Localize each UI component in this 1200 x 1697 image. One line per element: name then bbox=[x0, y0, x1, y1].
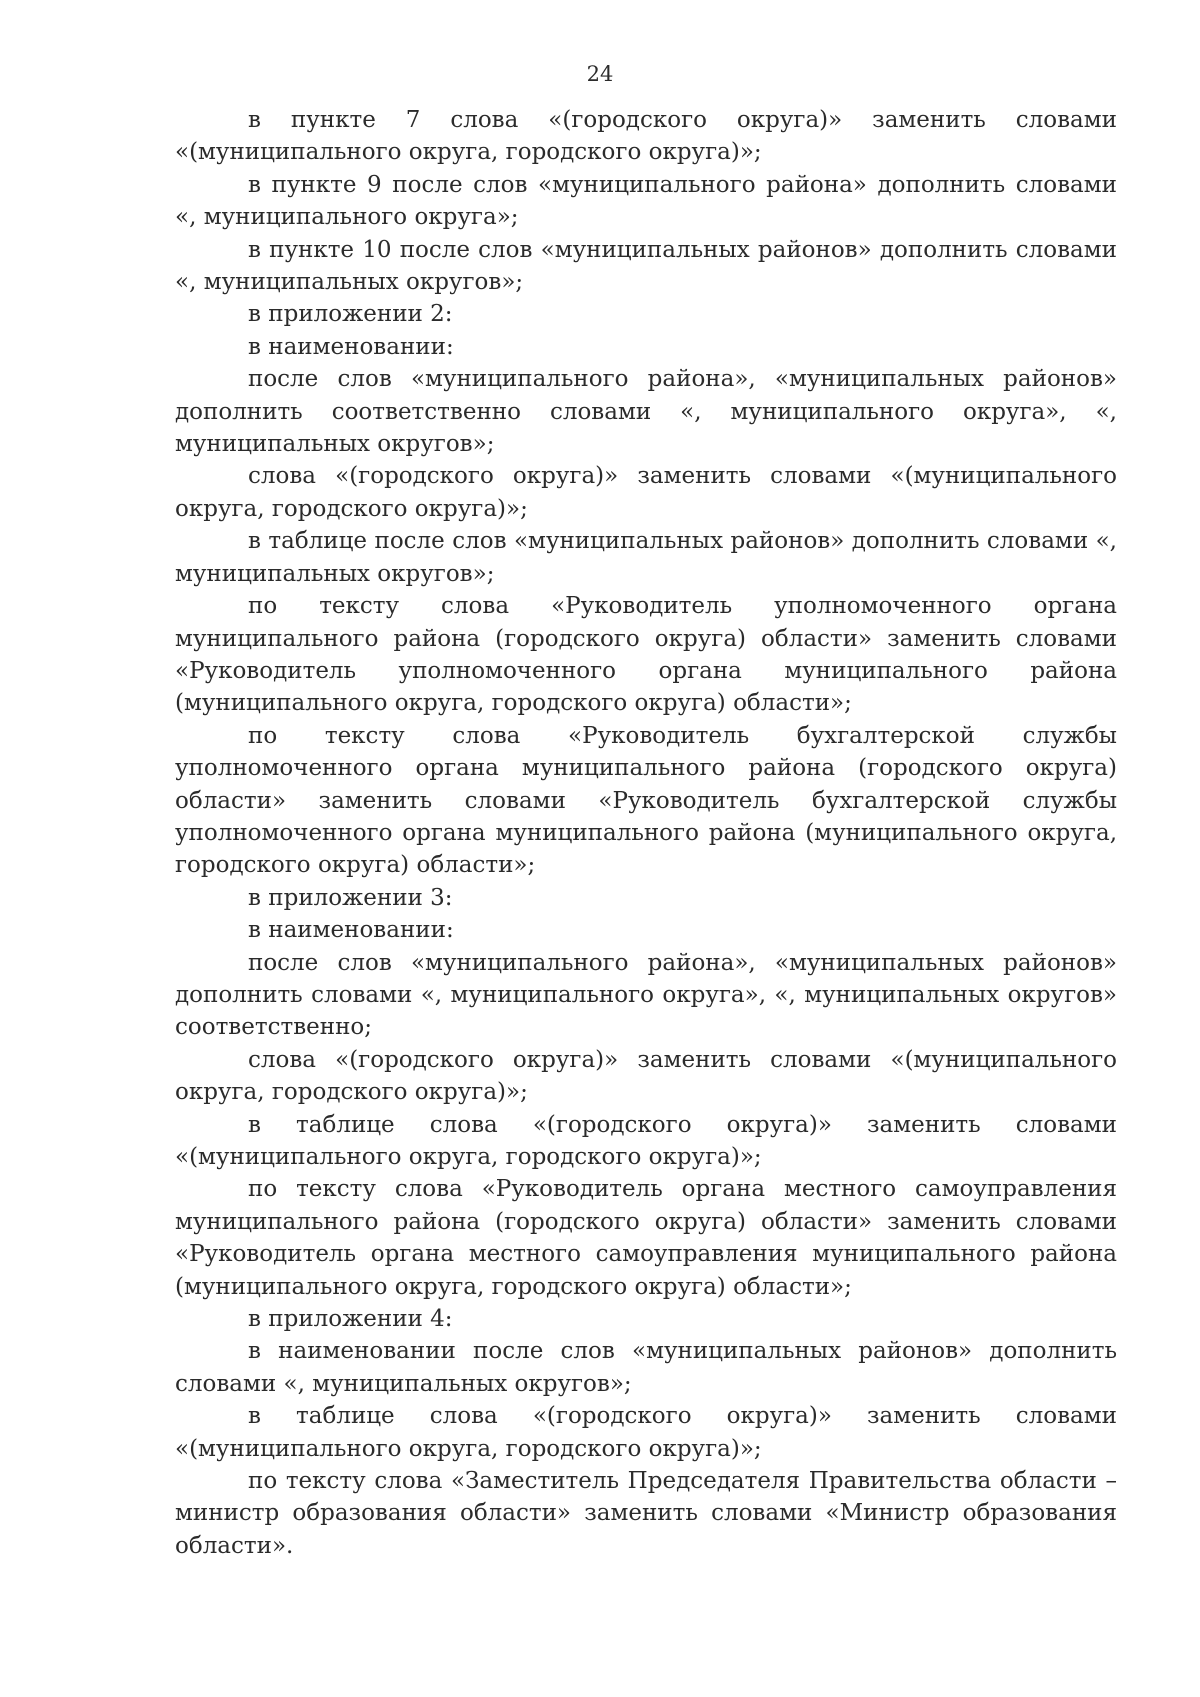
paragraph: в таблице после слов «муниципальных районов» дополнить словами «, муниципальных округов»; bbox=[175, 528, 1117, 587]
paragraph: после слов «муниципального района», «муниципальных районов» дополнить соответственно словами «, муниципального округа», «, муниципальных округов»; bbox=[175, 366, 1117, 458]
paragraph: в наименовании: bbox=[248, 917, 454, 944]
paragraph: в пункте 10 после слов «муниципальных районов» дополнить словами «, муниципальных округов»; bbox=[175, 236, 1117, 296]
paragraph: в таблице слова «(городского округа)» заменить словами «(муниципального округа, городского округа)»; bbox=[175, 1403, 1117, 1462]
paragraph: слова «(городского округа)» заменить словами «(муниципального округа, городского округа)»; bbox=[175, 1046, 1117, 1106]
paragraph: в пункте 7 слова «(городского округа)» заменить словами «(муниципального округа, городского округа)»; bbox=[175, 107, 1117, 166]
paragraph: по тексту слова «Руководитель бухгалтерской службы уполномоченного органа муниципального района (городского округа) области» заменить словами «Руководитель бухгалтерской службы уполномоченного органа муниципального района (муниципального округа, городского округа) области»; bbox=[175, 722, 1117, 879]
paragraph: в приложении 2: bbox=[248, 301, 453, 328]
paragraph: по тексту слова «Руководитель уполномоченного органа муниципального района (городского округа) области» заменить словами «Руководитель уполномоченного органа муниципального района (муниципального округа, городского округа) области»; bbox=[175, 593, 1117, 717]
paragraph: в приложении 4: bbox=[248, 1306, 453, 1333]
document-body bbox=[175, 104, 1117, 1562]
paragraph: в наименовании после слов «муниципальных районов» дополнить словами «, муниципальных округов»; bbox=[175, 1338, 1117, 1397]
paragraph: по тексту слова «Руководитель органа местного самоуправления муниципального района (городского округа) области» заменить словами «Руководитель органа местного самоуправления муниципального района (муниципального округа, городского округа) области»; bbox=[175, 1176, 1117, 1300]
paragraph: по тексту слова «Заместитель Председателя Правительства области – министр образования области» заменить словами «Министр образования области». bbox=[175, 1468, 1117, 1559]
paragraph: в наименовании: bbox=[248, 333, 454, 360]
page-number: 24 bbox=[586, 62, 614, 86]
paragraph: слова «(городского округа)» заменить словами «(муниципального округа, городского округа)»; bbox=[175, 463, 1117, 522]
paragraph: в таблице слова «(городского округа)» заменить словами «(муниципального округа, городского округа)»; bbox=[175, 1111, 1117, 1170]
paragraph: после слов «муниципального района», «муниципальных районов» дополнить словами «, муниципального округа», «, муниципальных округов» соответственно; bbox=[175, 949, 1117, 1041]
paragraph: в приложении 3: bbox=[248, 884, 453, 911]
paragraph: в пункте 9 после слов «муниципального района» дополнить словами «, муниципального округа»; bbox=[175, 171, 1117, 231]
